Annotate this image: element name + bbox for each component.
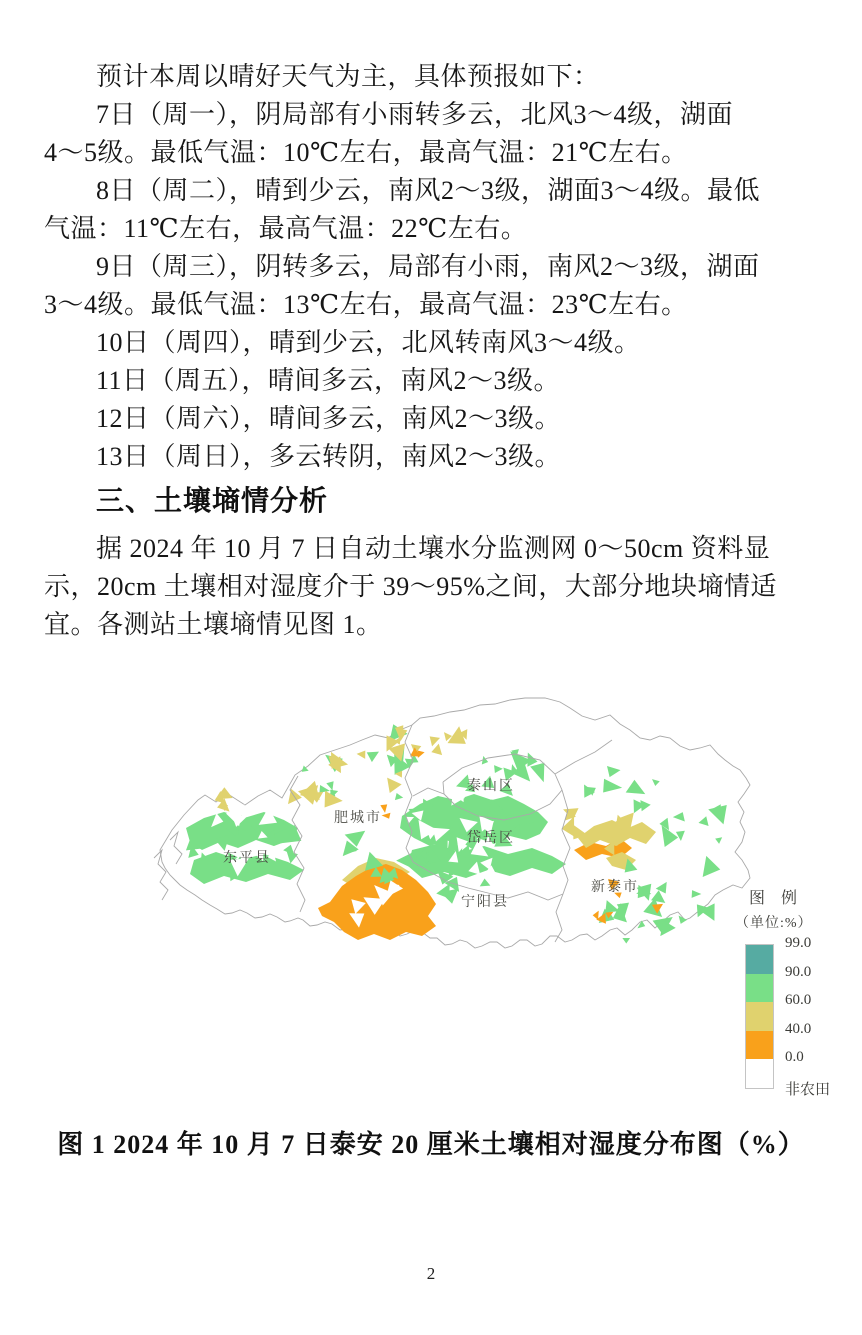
text-line: 宜。各测站土壤墒情见图 1。 bbox=[44, 610, 383, 639]
district-label: 东平县 bbox=[223, 851, 271, 866]
taian-map-svg bbox=[150, 690, 770, 980]
legend-value-label: 40.0 bbox=[785, 1020, 812, 1037]
legend-colorbar-swatches bbox=[745, 944, 774, 1089]
weather-forecast-paragraphs bbox=[44, 58, 824, 476]
legend-value-label: 99.0 bbox=[785, 935, 812, 951]
text-line: 4～5级。最低气温：10℃左右，最高气温：21℃左右。 bbox=[44, 138, 688, 167]
text-line: 气温：11℃左右，最高气温：22℃左右。 bbox=[44, 214, 528, 243]
soil-moisture-paragraph bbox=[44, 530, 824, 644]
text-line: 预计本周以晴好天气为主，具体预报如下： bbox=[96, 62, 600, 91]
legend-title: 图 例 bbox=[749, 890, 804, 907]
legend-nonfarm-label: 非农田 bbox=[785, 1082, 831, 1098]
district-label: 新泰市 bbox=[591, 880, 639, 895]
page-number: 2 bbox=[426, 1264, 436, 1283]
text-line: 示，20cm 土壤相对湿度介于 39～95%之间，大部分地块墒情适 bbox=[44, 572, 777, 601]
legend-unit: （单位:%） bbox=[735, 916, 813, 931]
soil-moisture-figure bbox=[0, 690, 862, 1100]
legend-swatch bbox=[746, 1031, 773, 1060]
legend-value-label: 60.0 bbox=[785, 992, 812, 1009]
legend-value-label: 0.0 bbox=[785, 1049, 804, 1066]
district-label: 岱岳区 bbox=[467, 831, 515, 846]
legend-swatch bbox=[746, 1059, 773, 1088]
text-line: 8日（周二），晴到少云，南风2～3级，湖面3～4级。最低 bbox=[96, 176, 761, 205]
legend-swatch bbox=[746, 1002, 773, 1031]
legend-value-label: 90.0 bbox=[785, 963, 812, 980]
figure-caption: 图 1 2024 年 10 月 7 日泰安 20 厘米土壤相对湿度分布图（%） bbox=[57, 1130, 805, 1159]
text-line: 13日（周日），多云转阴，南风2～3级。 bbox=[96, 442, 562, 471]
text-line: 10日（周四），晴到少云，北风转南风3～4级。 bbox=[96, 328, 641, 357]
soil-moisture-map bbox=[150, 690, 770, 980]
text-line: 3～4级。最低气温：13℃左右，最高气温：23℃左右。 bbox=[44, 290, 688, 319]
section-heading: 三、土壤墒情分析 bbox=[96, 485, 329, 516]
moisture-patch-green bbox=[622, 938, 630, 943]
district-label: 宁阳县 bbox=[461, 895, 509, 910]
district-label: 泰山区 bbox=[467, 779, 515, 794]
district-label: 肥城市 bbox=[334, 811, 382, 826]
map-legend bbox=[735, 885, 857, 1109]
text-line: 9日（周三），阴转多云，局部有小雨，南风2～3级，湖面 bbox=[96, 252, 760, 281]
legend-colorbar bbox=[735, 935, 857, 1109]
legend-swatch bbox=[746, 974, 773, 1003]
text-line: 据 2024 年 10 月 7 日自动土壤水分监测网 0～50cm 资料显 bbox=[96, 534, 771, 563]
text-line: 12日（周六），晴间多云，南风2～3级。 bbox=[96, 404, 562, 433]
text-line: 11日（周五），晴间多云，南风2～3级。 bbox=[96, 366, 561, 395]
text-line: 7日（周一），阴局部有小雨转多云，北风3～4级，湖面 bbox=[96, 100, 734, 129]
legend-swatch bbox=[746, 945, 773, 974]
